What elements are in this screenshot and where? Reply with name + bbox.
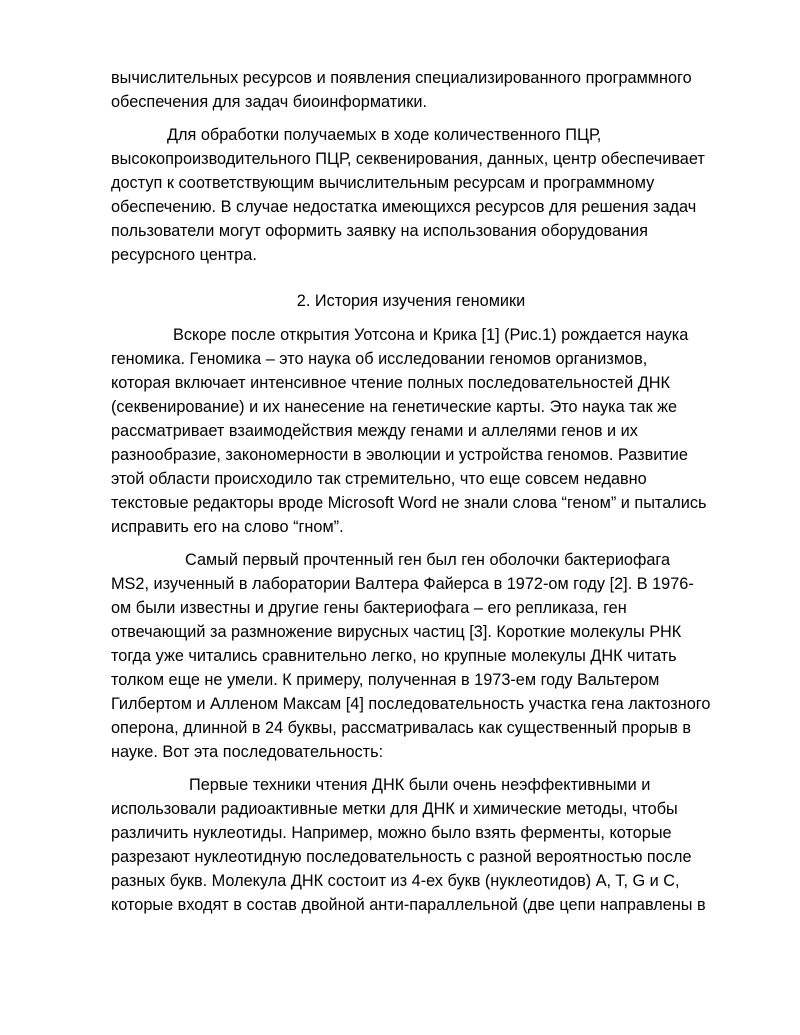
section-heading: 2. История изучения геномики	[296, 292, 526, 310]
paragraph-first-gene: Самый первый прочтенный ген был ген оболочки бактериофага MS2, изученный в лаборатории Валтера Файерса в 1972-ом году [2]. В 1976-ом были известны и другие гены бактериофага – его репликаза, ген отвечающий за размножение вирусных частиц [3]. Короткие молекулы РНК тогда уже читались сравнительно легко, но крупные молекулы ДНК читать толком еще не умели. К примеру, полученная в 1973-ем году Вальтером Гилбертом и Алленом Максам [4] последовательность участка гена лактозного оперона, длинной в 24 буквы, рассматривалась как существенный прорыв в науке. Вот эта последовательность:	[111, 551, 711, 761]
document-page	[111, 66, 711, 926]
paragraph-genomics: Вскоре после открытия Уотсона и Крика [1] (Рис.1) рождается наука геномика. Геномика – это наука об исследовании геномов организмов, которая включает интенсивное чтение полных последовательностей ДНК (секвенирование) и их нанесение на генетические карты. Это наука так же рассматривает взаимодействия между генами и аллелями генов и их разнообразие, закономерности в эволюции и устройства геномов. Развитие этой области происходило так стремительно, что еще совсем недавно текстовые редакторы вроде Microsoft Word не знали слова “геном” и пытались исправить его на слово “гном”.	[111, 326, 707, 536]
paragraph-continuation: вычислительных ресурсов и появления специализированного программного обеспечения для задач биоинформатики.	[111, 69, 692, 111]
paragraph-techniques: Первые техники чтения ДНК были очень неэффективными и использовали радиоактивные метки для ДНК и химические методы, чтобы различить нуклеотиды. Например, можно было взять ферменты, которые разрезают нуклеотидную последовательность с разной вероятностью после разных букв. Молекула ДНК состоит из 4-ех букв (нуклеотидов) A, T, G и C, которые входят в состав двойной анти-параллельной (две цепи направлены в	[111, 776, 706, 914]
paragraph-center-resources: Для обработки получаемых в ходе количественного ПЦР, высокопроизводительного ПЦР, секвенирования, данных, центр обеспечивает доступ к соответствующим вычислительным ресурсам и программному обеспечению. В случае недостатка имеющихся ресурсов для решения задач пользователи могут оформить заявку на использования оборудования ресурсного центра.	[111, 126, 705, 264]
